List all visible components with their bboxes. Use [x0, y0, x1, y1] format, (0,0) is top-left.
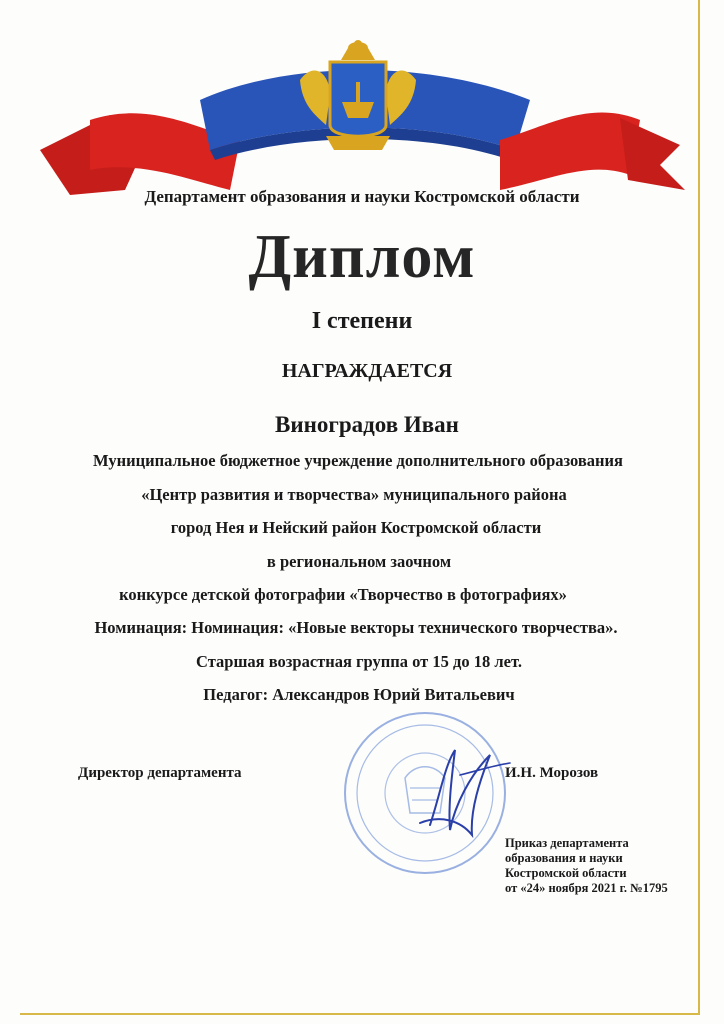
- ribbon-right-end: [620, 118, 685, 190]
- body-line-7: Старшая возрастная группа от 15 до 18 лет.: [196, 652, 522, 671]
- order-line: образования и науки: [505, 851, 623, 865]
- order-line: от «24» ноября 2021 г. №1795: [505, 881, 668, 895]
- body-line-4: в региональном заочном: [266, 552, 452, 571]
- department-heading: Департамент образования и науки Костромской области: [144, 187, 580, 206]
- body-line-2: «Центр развития и творчества» муниципального района: [141, 485, 567, 504]
- director-signature: [400, 735, 520, 845]
- gold-border-right: [698, 0, 700, 1015]
- diploma-degree: I степени: [311, 308, 413, 334]
- body-line-1: Муниципальное бюджетное учреждение дополнительного образования: [93, 451, 623, 470]
- body-line-5: конкурсе детской фотографии «Творчество в фотографиях»: [119, 585, 567, 604]
- ribbon-banner: [30, 40, 695, 210]
- order-line: Костромской области: [505, 866, 627, 880]
- body-line-3: город Нея и Нейский район Костромской области: [170, 518, 542, 537]
- signature-position: Директор департамента: [78, 765, 242, 781]
- body-line-8: Педагог: Александров Юрий Витальевич: [203, 685, 515, 704]
- order-reference: [505, 836, 668, 896]
- awarded-label: НАГРАЖДАЕТСЯ: [281, 360, 453, 382]
- diploma-title: Диплом: [248, 223, 476, 291]
- body-line-6: Номинация: Номинация: «Новые векторы технического творчества».: [94, 618, 618, 637]
- signer-name: И.Н. Морозов: [505, 765, 599, 781]
- recipient-name: Виноградов Иван: [275, 412, 459, 437]
- gold-border-bottom: [20, 1013, 700, 1015]
- order-line: Приказ департамента: [505, 836, 629, 850]
